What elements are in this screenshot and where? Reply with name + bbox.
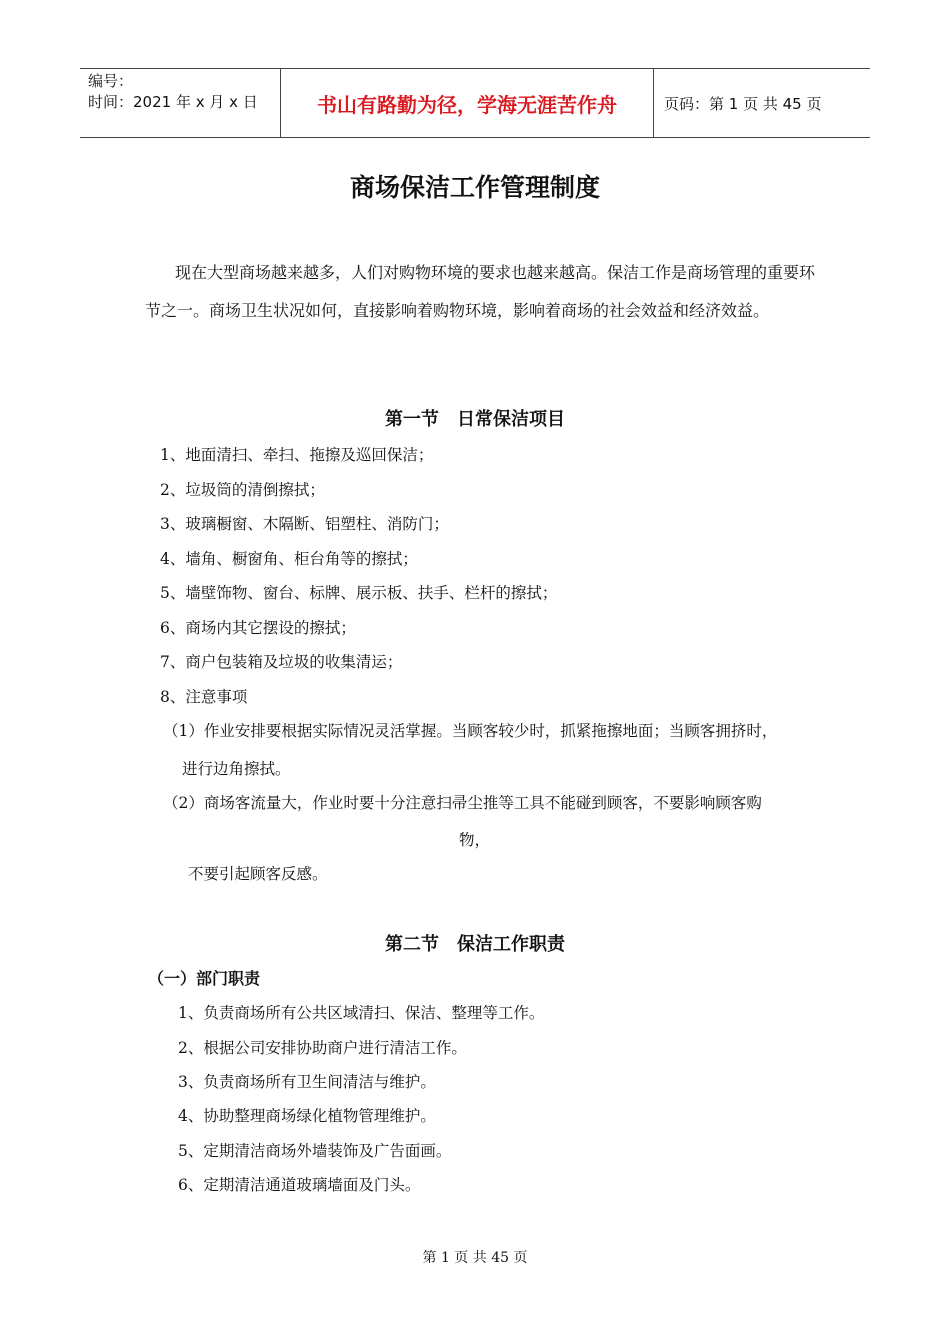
header-meta xyxy=(80,69,281,137)
document-title: 商场保洁工作管理制度 xyxy=(349,173,600,202)
section2-subheading: （一）部门职责 xyxy=(148,969,261,988)
list-item: 3、玻璃橱窗、木隔断、铝塑柱、消防门； xyxy=(160,515,449,533)
note-2-line-3: 不要引起顾客反感。 xyxy=(188,865,328,883)
note-1-line-2: 进行边角擦拭。 xyxy=(182,760,291,778)
list-item: 6、商场内其它摆设的擦拭； xyxy=(160,619,356,637)
note-2-line-2: 物， xyxy=(459,831,491,849)
list-item: 5、墙壁饰物、窗台、标牌、展示板、扶手、栏杆的擦拭； xyxy=(160,584,558,602)
header-page-info: 页码：第 1 页 共 45 页 xyxy=(664,94,822,113)
list-item: 4、协助整理商场绿化植物管理维护。 xyxy=(178,1107,436,1125)
list-item: 4、墙角、橱窗角、柜台角等的擦拭； xyxy=(160,550,418,568)
number-label: 编号： xyxy=(88,72,134,90)
list-item: 7、商户包装箱及垃圾的收集清运； xyxy=(160,653,403,671)
list-item: 6、定期清洁通道玻璃墙面及门头。 xyxy=(178,1176,421,1194)
list-item: 8、注意事项 xyxy=(160,688,248,706)
time-label: 时间：2021 年 x 月 x 日 xyxy=(88,93,258,111)
list-item: 5、定期清洁商场外墙装饰及广告面画。 xyxy=(178,1142,452,1160)
list-item: 3、负责商场所有卫生间清洁与维护。 xyxy=(178,1073,436,1091)
header-motto: 书山有路勤为径，学海无涯苦作舟 xyxy=(281,69,654,137)
list-item: 1、地面清扫、牵扫、拖擦及巡回保洁； xyxy=(160,446,434,464)
note-1-line-1: （1）作业安排要根据实际情况灵活掌握。当顾客较少时，抓紧拖擦地面；当顾客拥挤时， xyxy=(163,722,778,740)
section2-heading: 第二节 保洁工作职责 xyxy=(385,934,565,955)
note-2-line-1: （2）商场客流量大，作业时要十分注意扫帚尘推等工具不能碰到顾客，不要影响顾客购 xyxy=(163,794,762,812)
document-header xyxy=(80,68,870,138)
section1-heading: 第一节 日常保洁项目 xyxy=(385,409,565,430)
page-footer: 第 1 页 共 45 页 xyxy=(422,1250,528,1266)
list-item: 2、垃圾筒的清倒擦拭； xyxy=(160,481,325,499)
intro-paragraph: 现在大型商场越来越多，人们对购物环境的要求也越来越高。保洁工作是商场管理的重要环节之一。商场卫生状况如何，直接影响着购物环境，影响着商场的社会效益和经济效益。 xyxy=(145,263,816,320)
list-item: 2、根据公司安排协助商户进行清洁工作。 xyxy=(178,1039,467,1057)
list-item: 1、负责商场所有公共区域清扫、保洁、整理等工作。 xyxy=(178,1004,545,1022)
